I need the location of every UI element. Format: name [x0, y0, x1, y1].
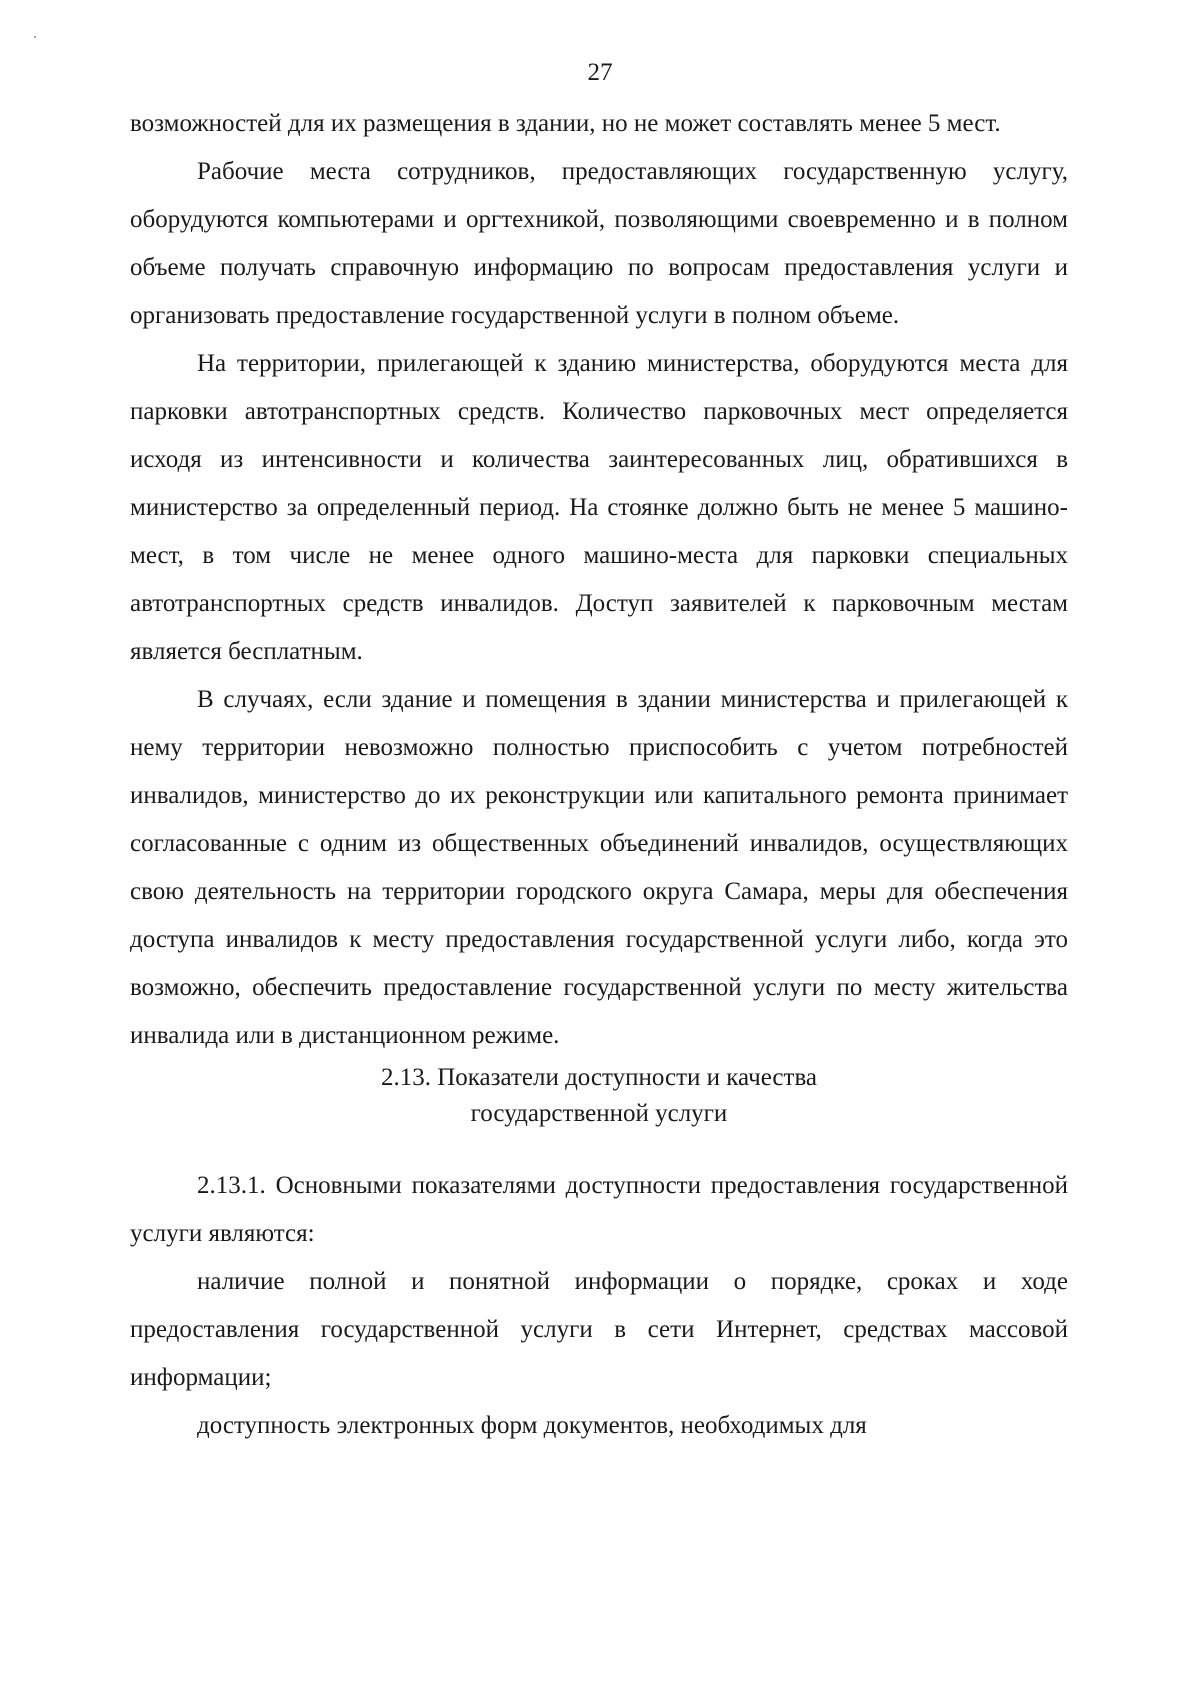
paragraph-continuation: возможностей для их размещения в здании, но не может составлять менее 5 мест. [130, 110, 1001, 137]
paragraph-parking: На территории, прилегающей к зданию министерства, оборудуются места для парковки автотранспортных средств. Количество парковочных мест определяется исходя из интенсивности и количества заинтересованных лиц, обратившихся в министерство за определенный период. На стоянке должно быть не менее 5 машино-мест, в том числе не менее одного машино-места для парковки специальных автотранспортных средств инвалидов. Доступ заявителей к парковочным местам является бесплатным. [130, 350, 1068, 665]
paragraph-workplaces: Рабочие места сотрудников, предоставляющих государственную услугу, оборудуются компьютерами и оргтехникой, позволяющими своевременно и в полном объеме получать справочную информацию по вопросам предоставления услуги и организовать предоставление государственной услуги в полном объеме. [130, 158, 1068, 329]
paragraph-information: наличие полной и понятной информации о порядке, сроках и ходе предоставления государственной услуги в сети Интернет, средствах массовой информации; [130, 1268, 1068, 1391]
paragraph-accessibility: В случаях, если здание и помещения в здании министерства и прилегающей к нему территории невозможно полностью приспособить с учетом потребностей инвалидов, министерство до их реконструкции или капитального ремонта принимает согласованные с одним из общественных объединений инвалидов, осуществляющих свою деятельность на территории городского округа Самара, меры для обеспечения доступа инвалидов к месту предоставления государственной услуги либо, когда это возможно, обеспечить предоставление государственной услуги по месту жительства инвалида или в дистанционном режиме. [130, 686, 1068, 1049]
paragraph-indicators: 2.13.1. Основными показателями доступности предоставления государственной услуги являются: [130, 1172, 1068, 1247]
section-heading [130, 1060, 1068, 1132]
page-number: 27 [587, 59, 613, 86]
paragraph-electronic-forms: доступность электронных форм документов, необходимых для [197, 1412, 867, 1439]
document-body [130, 100, 1068, 1450]
section-heading-line-2: государственной услуги [470, 1100, 728, 1127]
scan-speck [34, 36, 36, 38]
section-heading-line-1: 2.13. Показатели доступности и качества [380, 1064, 818, 1091]
